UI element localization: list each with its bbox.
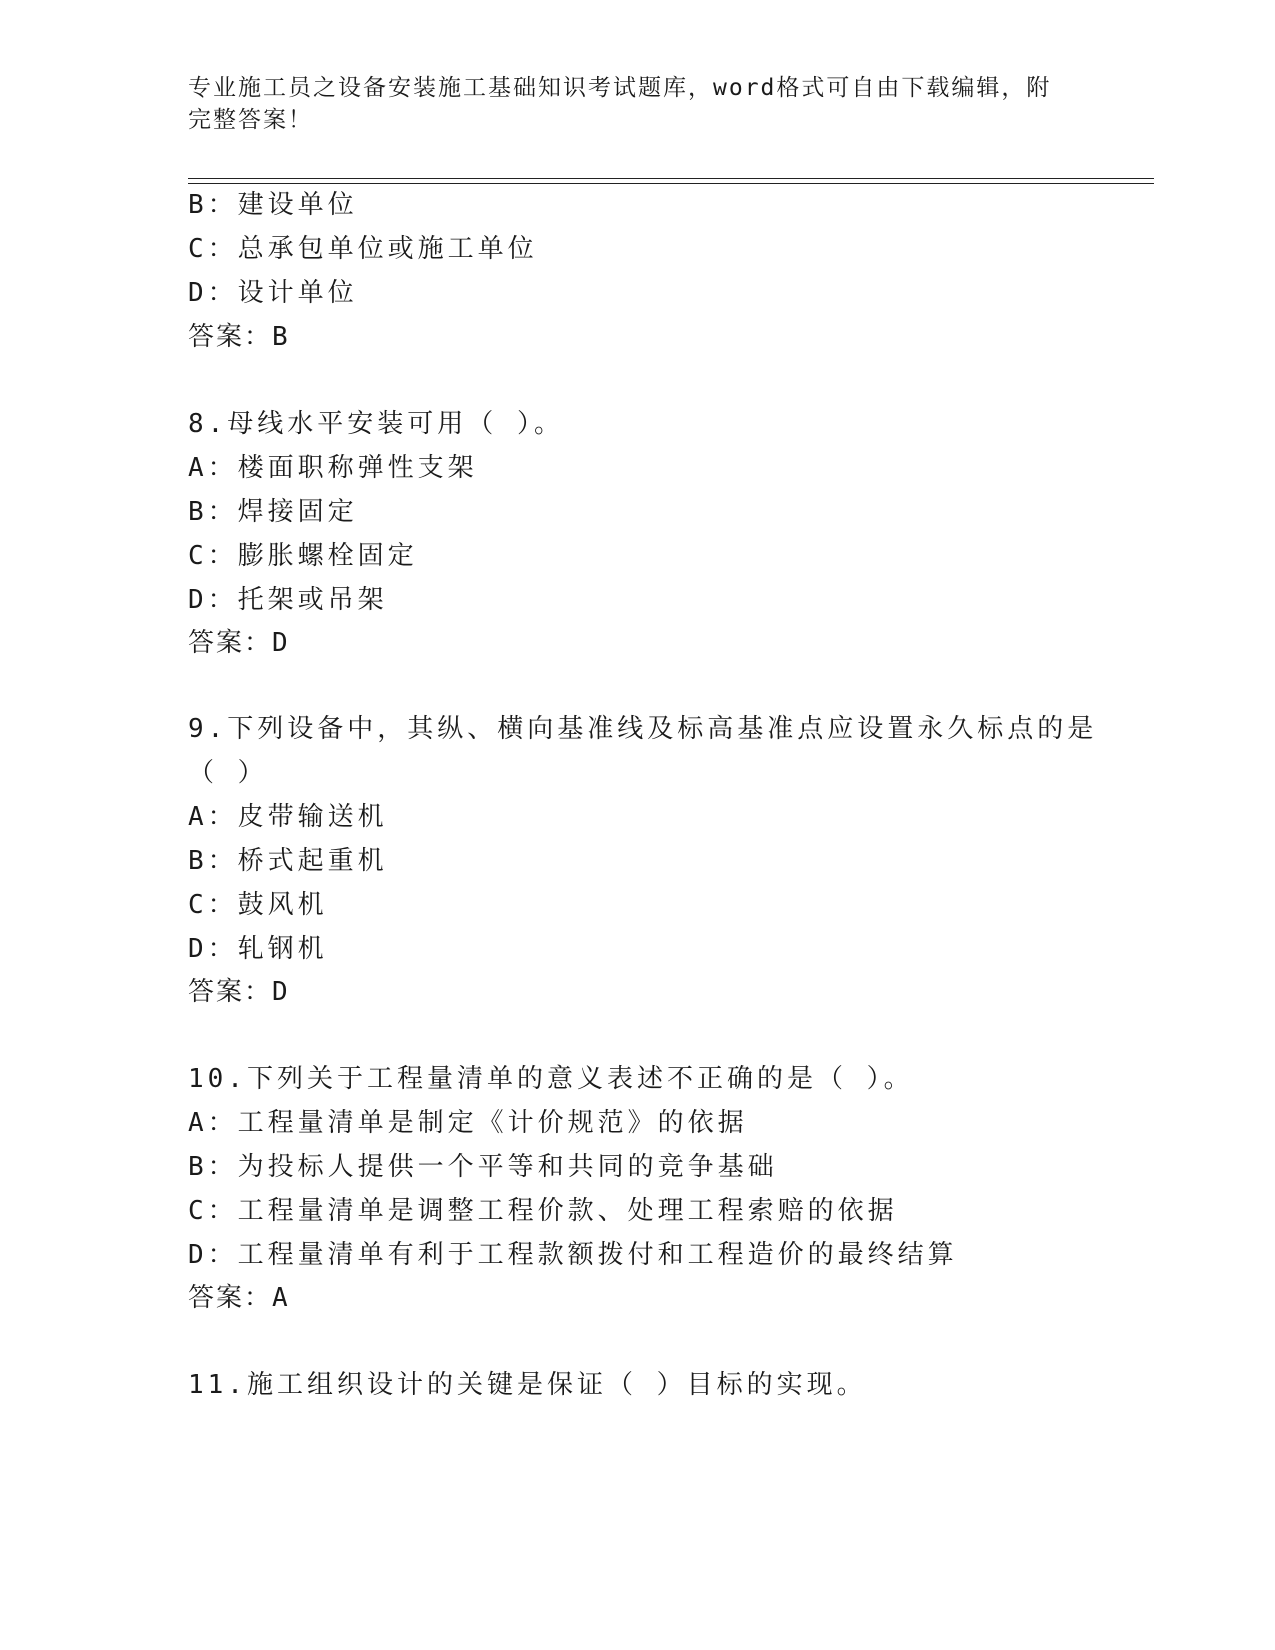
- option-a: A：工程量清单是制定《计价规范》的依据: [188, 1108, 748, 1138]
- option-b: B：为投标人提供一个平等和共同的竞争基础: [188, 1152, 778, 1182]
- question-stem: 9.下列设备中，其纵、横向基准线及标高基准点应设置永久标点的是: [188, 714, 1098, 744]
- question-stem: 8.母线水平安装可用（ ）。: [188, 409, 564, 439]
- answer-label: 答案：: [188, 628, 273, 658]
- option-b: B：桥式起重机: [188, 846, 388, 876]
- question-stem: 11.施工组织设计的关键是保证（ ）目标的实现。: [188, 1370, 867, 1400]
- answer-value: B: [272, 322, 290, 352]
- option-d: D：托架或吊架: [188, 585, 388, 615]
- answer-label: 答案：: [188, 1283, 273, 1313]
- option-c: C：工程量清单是调整工程价款、处理工程索赔的依据: [188, 1196, 898, 1226]
- option-c: C：总承包单位或施工单位: [188, 234, 538, 264]
- document-header: 专业施工员之设备安装施工基础知识考试题库，word格式可自由下载编辑，附完整答案！: [188, 75, 1052, 133]
- answer-label: 答案：: [188, 322, 273, 352]
- answer-line: [188, 1281, 290, 1315]
- option-c: C：膨胀螺栓固定: [188, 541, 418, 571]
- question-stem: 10.下列关于工程量清单的意义表述不正确的是（ ）。: [188, 1064, 914, 1094]
- answer-label: 答案：: [188, 977, 273, 1007]
- option-c: C：鼓风机: [188, 890, 328, 920]
- answer-value: D: [272, 977, 290, 1007]
- option-d: D：工程量清单有利于工程款额拨付和工程造价的最终结算: [188, 1240, 958, 1270]
- option-a: A：皮带输送机: [188, 802, 388, 832]
- option-a: A：楼面职称弹性支架: [188, 453, 478, 483]
- answer-line: [188, 975, 290, 1009]
- option-b: B：焊接固定: [188, 497, 358, 527]
- option-b: B：建设单位: [188, 190, 358, 220]
- question-stem-continuation: （ ）: [188, 758, 268, 788]
- header-divider-top: [188, 178, 1154, 179]
- answer-line: [188, 320, 290, 354]
- answer-value: D: [272, 628, 290, 658]
- answer-line: [188, 626, 290, 660]
- header-divider-bottom: [188, 183, 1154, 184]
- option-d: D：轧钢机: [188, 934, 328, 964]
- option-d: D：设计单位: [188, 278, 358, 308]
- answer-value: A: [272, 1283, 290, 1313]
